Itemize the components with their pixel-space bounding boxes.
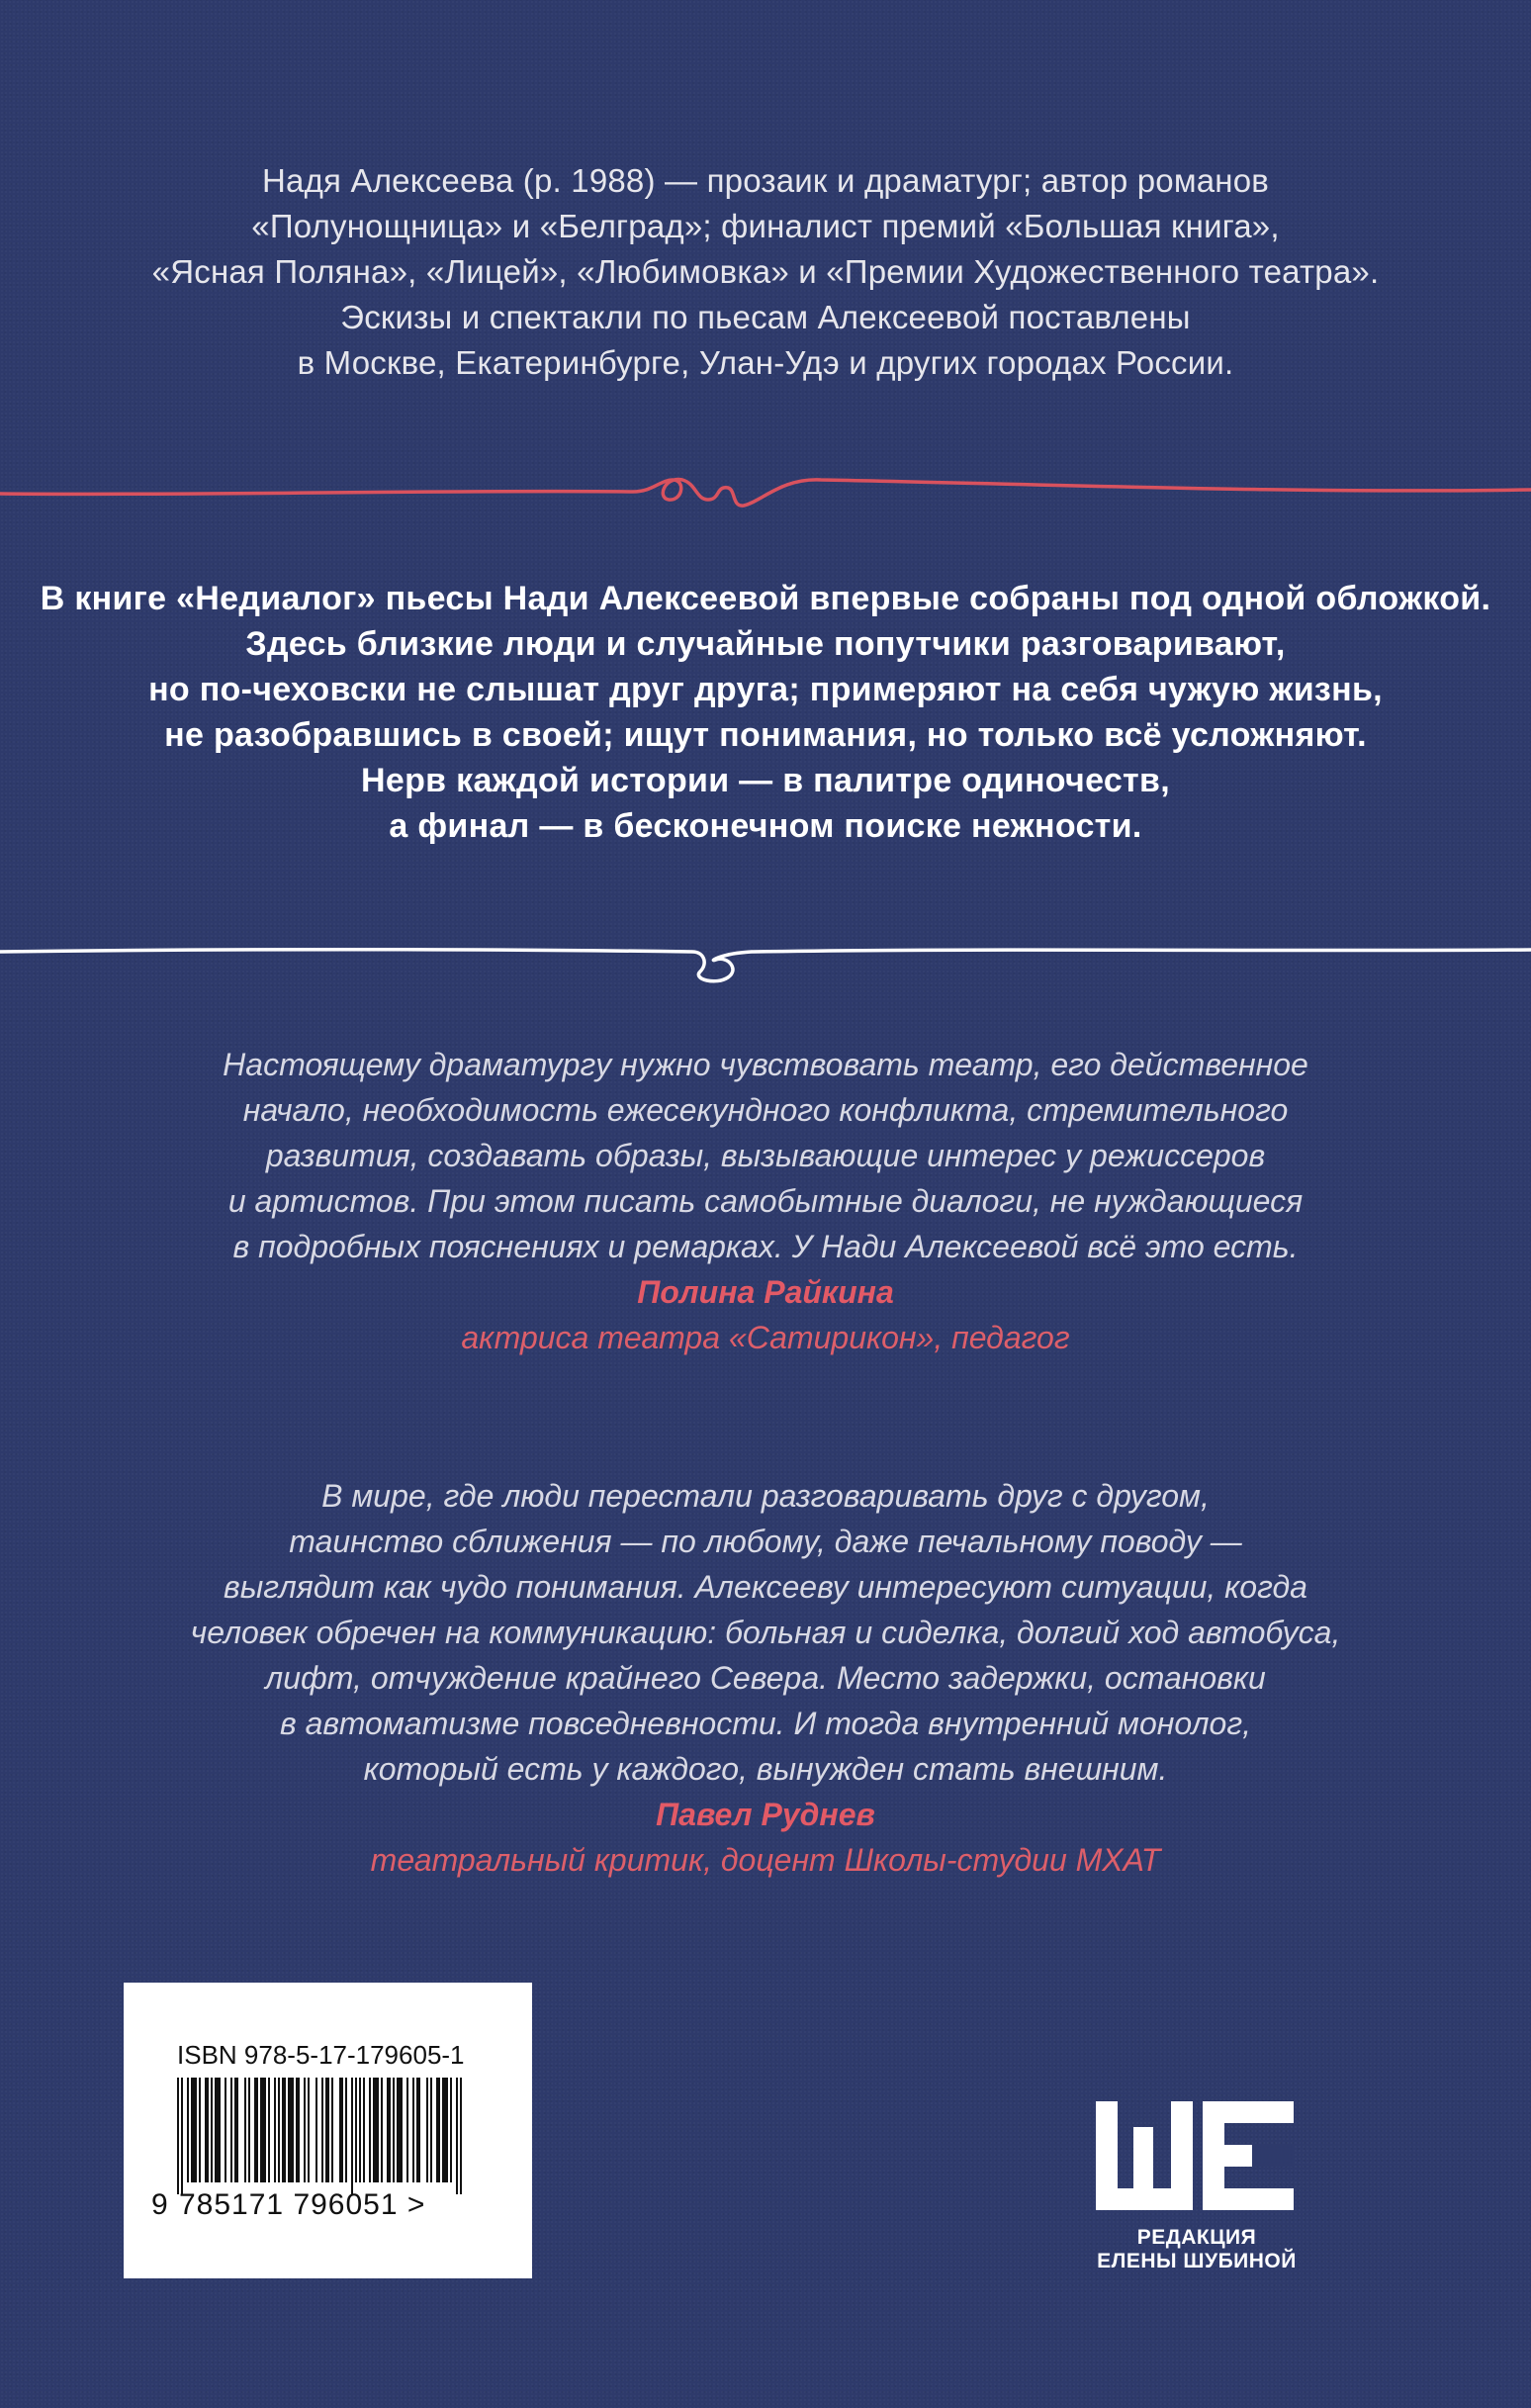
isbn-barcode-box xyxy=(124,1983,532,2278)
review-quote-2 xyxy=(0,1473,1531,1883)
bio-line: «Ясная Поляна», «Лицей», «Любимовка» и «Премии Художественного театра». xyxy=(151,253,1380,290)
quote-author-role: театральный критик, доцент Школы-студии МХАТ xyxy=(370,1842,1161,1878)
publisher-name-line-1: РЕДАКЦИЯ xyxy=(1136,2226,1257,2249)
bio-line: в Москве, Екатеринбурге, Улан-Удэ и других городах России. xyxy=(297,344,1234,381)
annotation-line: но по-чеховски не слышат друг друга; примеряют на себя чужую жизнь, xyxy=(148,671,1383,708)
author-bio xyxy=(0,158,1531,386)
book-annotation xyxy=(0,576,1531,849)
barcode-digits: 785171 796051 > xyxy=(179,2188,426,2221)
quote-line: в подробных пояснениях и ремарках. У Нади Алексеевой всё это есть. xyxy=(232,1229,1299,1264)
barcode-icon xyxy=(177,2078,474,2194)
quote-line: начало, необходимость ежесекундного конфликта, стремительного xyxy=(242,1092,1289,1128)
publisher-name-line-2: ЕЛЕНЫ ШУБИНОЙ xyxy=(1097,2250,1297,2272)
quote-line: выглядит как чудо понимания. Алексееву интересуют ситуации, когда xyxy=(224,1569,1307,1605)
quote-line: который есть у каждого, вынужден стать внешним. xyxy=(363,1751,1168,1787)
publisher-logo-icon xyxy=(1086,2097,1304,2226)
quote-line: Настоящему драматургу нужно чувствовать театр, его действенное xyxy=(223,1047,1308,1082)
quote-line: развития, создавать образы, вызывающие интерес у режиссеров xyxy=(265,1138,1266,1173)
bio-line: «Полунощница» и «Белград»; финалист премий «Большая книга», xyxy=(251,208,1280,244)
publisher-logo xyxy=(1078,2097,1315,2273)
quote-author: Полина Райкина xyxy=(637,1274,894,1310)
annotation-line: Здесь близкие люди и случайные попутчики разговаривают, xyxy=(245,625,1286,663)
review-quote-1 xyxy=(0,1042,1531,1360)
quote-line: в автоматизме повседневности. И тогда внутренний монолог, xyxy=(280,1706,1251,1741)
isbn-label: ISBN 978-5-17-179605-1 xyxy=(177,2040,465,2070)
bio-line: Эскизы и спектакли по пьесам Алексеевой поставлены xyxy=(340,299,1191,335)
white-thread-divider xyxy=(0,930,1531,999)
annotation-line: В книге «Недиалог» пьесы Нади Алексеевой впервые собраны под одной обложкой. xyxy=(40,580,1491,617)
barcode-first-digit: 9 xyxy=(151,2188,168,2221)
bio-line: Надя Алексеева (р. 1988) — прозаик и драматург; автор романов xyxy=(262,162,1269,199)
red-thread-divider xyxy=(0,450,1531,529)
quote-author: Павел Руднев xyxy=(656,1797,875,1832)
quote-line: В мире, где люди перестали разговаривать друг с другом, xyxy=(321,1478,1210,1514)
quote-line: таинство сближения — по любому, даже печальному поводу — xyxy=(289,1524,1242,1559)
quote-line: и артистов. При этом писать самобытные диалоги, не нуждающиеся xyxy=(227,1183,1304,1219)
annotation-line: не разобравшись в своей; ищут понимания, но только всё усложняют. xyxy=(164,716,1367,754)
annotation-line: а финал — в бесконечном поиске нежности. xyxy=(389,807,1142,845)
quote-line: человек обречен на коммуникацию: больная и сиделка, долгий ход автобуса, xyxy=(190,1615,1341,1650)
quote-line: лифт, отчуждение крайнего Севера. Место задержки, остановки xyxy=(265,1660,1266,1696)
quote-author-role: актриса театра «Сатирикон», педагог xyxy=(461,1320,1070,1355)
annotation-line: Нерв каждой истории — в палитре одиночеств, xyxy=(361,762,1170,799)
